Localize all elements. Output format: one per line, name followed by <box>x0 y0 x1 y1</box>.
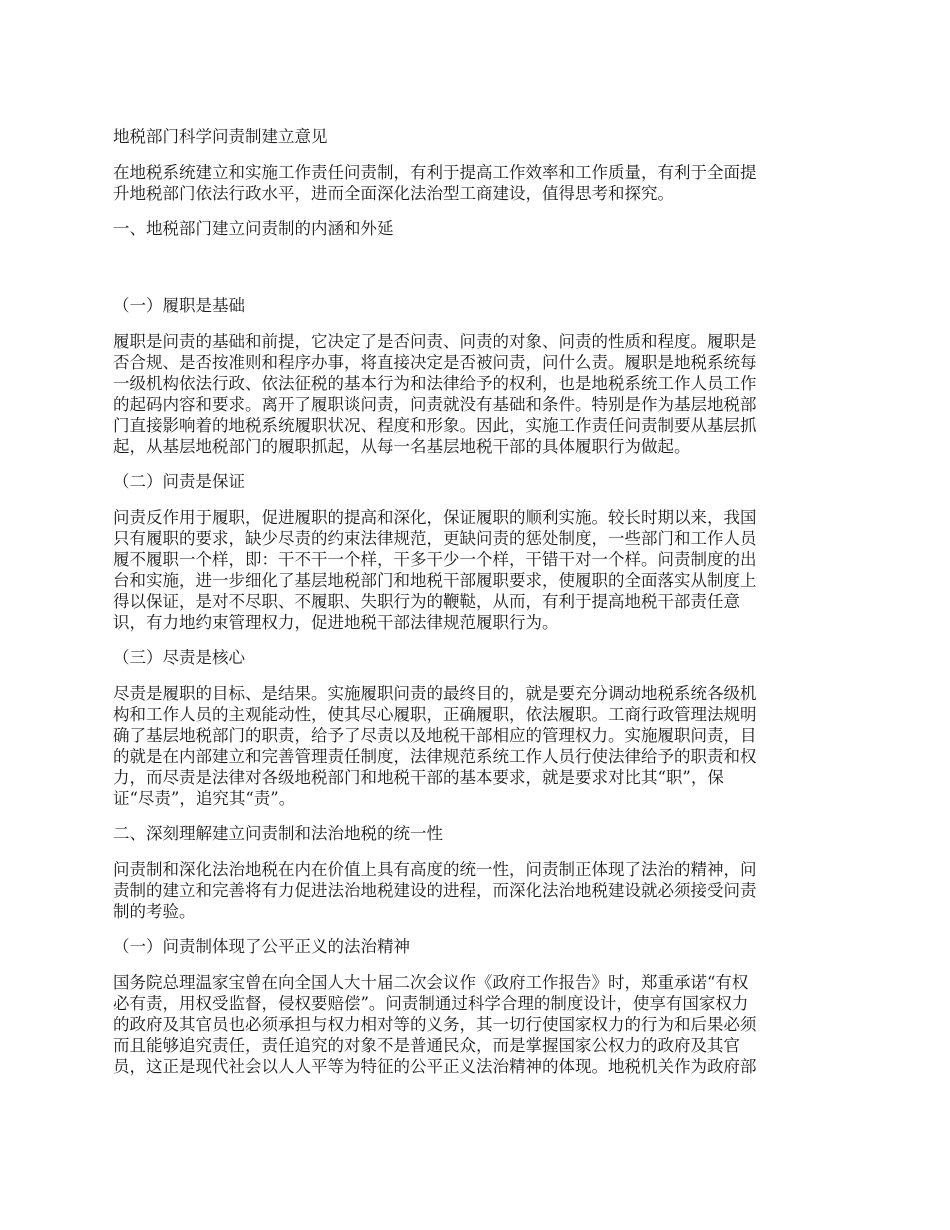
subsection-heading-2: （二）问责是保证 <box>113 472 245 491</box>
text-line: 国务院总理温家宝曾在向全国人大十届二次会议作《政府工作报告》时，郑重承诺“有权 <box>113 973 749 992</box>
section-2-paragraph <box>113 859 840 922</box>
text-line: 的起码内容和要求。离开了履职谈问责，问责就没有基础和条件。特别是作为基层地税部 <box>113 395 757 414</box>
text-line: 问责制和深化法治地税在内在价值上具有高度的统一性，问责制正体现了法治的精神，问 <box>113 860 757 879</box>
text-line: 构和工作人员的主观能动性，使其尽心履职，正确履职，依法履职。工商行政管理法规明 <box>113 705 757 724</box>
document-title: 地税部门科学问责制建立意见 <box>113 127 328 146</box>
text-line: 尽责是履职的目标、是结果。实施履职问责的最终目的，就是要充分调动地税系统各级机 <box>113 684 757 703</box>
subsection-3-paragraph <box>113 683 840 809</box>
text-line: 问责反作用于履职，促进履职的提高和深化，保证履职的顺利实施。较长时期以来，我国 <box>113 508 757 527</box>
text-line: 履不履职一个样，即：干不干一个样，干多干少一个样，干错干对一个样。问责制度的出 <box>113 550 757 569</box>
text-line: 必有责，用权受监督，侵权要赔偿”。问责制通过科学合理的制度设计，使享有国家权力 <box>113 994 749 1013</box>
subsection-4-paragraph <box>113 972 840 1077</box>
text-line: 只有履职的要求，缺少尽责的约束法律规范，更缺问责的惩处制度，一些部门和工作人员 <box>113 529 757 548</box>
text-line: 在地税系统建立和实施工作责任问责制，有利于提高工作效率和工作质量，有利于全面提 <box>113 163 757 182</box>
subsection-heading-1: （一）履职是基础 <box>113 296 245 315</box>
text-line: 的政府及其官员也必须承担与权力相对等的义务，其一切行使国家权力的行为和后果必须 <box>113 1015 757 1034</box>
text-line: 否合规、是否按准则和程序办事，将直接决定是否被问责，问什么责。履职是地税系统每 <box>113 353 757 372</box>
subsection-1-paragraph <box>113 331 840 457</box>
text-line: 一级机构依法行政、依法征税的基本行为和法律给予的权利，也是地税系统工作人员工作 <box>113 374 757 393</box>
text-line: 制的考验。 <box>113 902 196 921</box>
section-heading-1: 一、地税部门建立问责制的内涵和外延 <box>113 219 394 238</box>
text-line: 起，从基层地税部门的履职抓起，从每一名基层地税干部的具体履职行为做起。 <box>113 437 691 456</box>
text-line: 台和实施，进一步细化了基层地税部门和地税干部履职要求，使履职的全面落实从制度上 <box>113 571 757 590</box>
text-line: 履职是问责的基础和前提，它决定了是否问责、问责的对象、问责的性质和程度。履职是 <box>113 332 757 351</box>
intro-paragraph <box>113 162 840 204</box>
section-heading-2: 二、深刻理解建立问责制和法治地税的统一性 <box>113 824 443 843</box>
subsection-heading-3: （三）尽责是核心 <box>113 648 245 667</box>
text-line: 确了基层地税部门的职责，给予了尽责以及地税干部相应的管理权力。实施履职问责，目 <box>113 726 757 745</box>
subsection-heading-4: （一）问责制体现了公平正义的法治精神 <box>113 937 410 956</box>
text-line: 得以保证，是对不尽职、不履职、失职行为的鞭鞑，从而，有利于提高地税干部责任意 <box>113 592 740 611</box>
text-line: 证“尽责”，追究其“责”。 <box>113 789 296 808</box>
text-line: 升地税部门依法行政水平，进而全面深化法治型工商建设，值得思考和探究。 <box>113 184 674 203</box>
text-line: 识，有力地约束管理权力，促进地税干部法律规范履职行为。 <box>113 613 559 632</box>
text-line: 员，这正是现代社会以人人平等为特征的公平正义法治精神的体现。地税机关作为政府部 <box>113 1057 757 1076</box>
text-line: 门直接影响着的地税系统履职状况、程度和形象。因此，实施工作责任问责制要从基层抓 <box>113 416 757 435</box>
text-line: 而且能够追究责任，责任追究的对象不是普通民众，而是掌握国家公权力的政府及其官 <box>113 1036 740 1055</box>
document-page <box>113 126 840 1077</box>
subsection-2-paragraph <box>113 507 840 633</box>
text-line: 责制的建立和完善将有力促进法治地税建设的进程，而深化法治地税建设就必须接受问责 <box>113 881 757 900</box>
text-line: 的就是在内部建立和完善管理责任制度，法律规范系统工作人员行使法律给予的职责和权 <box>113 747 757 766</box>
text-line: 力，而尽责是法律对各级地税部门和地税干部的基本要求，就是要求对比其“职”，保 <box>113 768 724 787</box>
